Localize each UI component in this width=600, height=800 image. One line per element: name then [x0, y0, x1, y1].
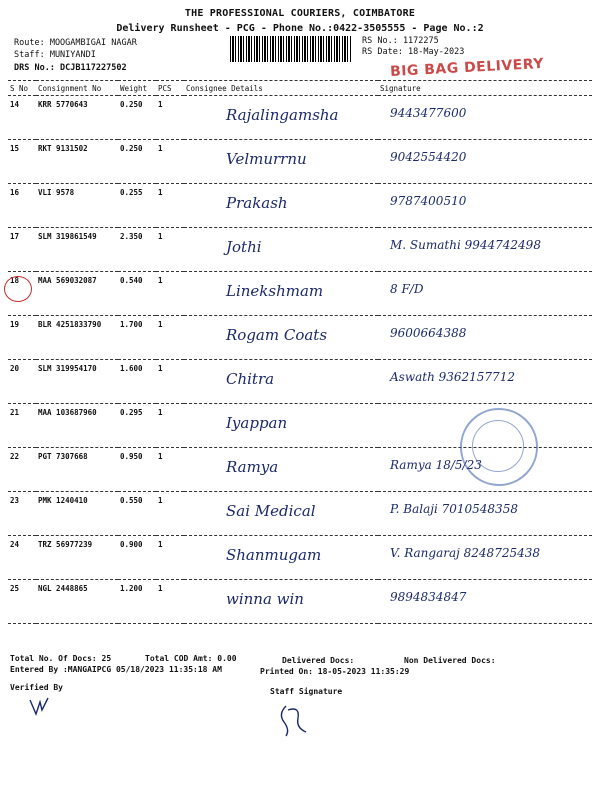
entered-by: Entered By :MANGAIPCG 05/18/2023 11:35:18 AM [10, 665, 222, 674]
pcs-cell: 1 [156, 140, 184, 184]
consignment-cell: NGL 2448865 [36, 580, 118, 624]
table-row [8, 316, 592, 360]
staff-field: Staff: MUNIYANDI [14, 50, 96, 60]
rs-number-field: RS No.: 1172275 [362, 36, 439, 46]
pcs-cell: 1 [156, 404, 184, 448]
handwritten-signature: Ramya 18/5/23 [390, 458, 482, 472]
row-18-circle-mark [4, 276, 32, 302]
table-row [8, 272, 592, 316]
staff-signature-mark [276, 700, 310, 740]
consignment-cell: SLM 319954170 [36, 360, 118, 404]
pcs-cell: 1 [156, 536, 184, 580]
consignee-cell [184, 492, 378, 536]
consignee-cell [184, 360, 378, 404]
delivered-docs: Delivered Docs: [282, 656, 355, 665]
weight-cell: 0.250 [118, 140, 156, 184]
signature-cell [378, 272, 592, 316]
handwritten-consignee: Shanmugam [226, 546, 322, 564]
handwritten-signature: 9600664388 [390, 326, 467, 340]
col-weight: Weight [118, 81, 156, 96]
barcode [230, 36, 352, 62]
consignee-cell [184, 580, 378, 624]
consignee-cell [184, 316, 378, 360]
pcs-cell: 1 [156, 360, 184, 404]
handwritten-consignee: Iyappan [226, 414, 288, 432]
sno-cell: 23 [8, 492, 36, 536]
weight-cell: 1.700 [118, 316, 156, 360]
handwritten-signature: 9787400510 [390, 194, 467, 208]
signature-cell [378, 580, 592, 624]
col-sno: S No [8, 81, 36, 96]
signature-cell [378, 316, 592, 360]
handwritten-consignee: Rogam Coats [226, 326, 328, 344]
table-row [8, 228, 592, 272]
table-row [8, 360, 592, 404]
consignment-cell: PMK 1240410 [36, 492, 118, 536]
consignment-cell: KRR 5770643 [36, 96, 118, 140]
handwritten-signature: V. Rangaraj 8248725438 [390, 546, 540, 560]
handwritten-signature: 8 F/D [390, 282, 424, 296]
pcs-cell: 1 [156, 184, 184, 228]
signature-cell [378, 140, 592, 184]
weight-cell: 0.255 [118, 184, 156, 228]
non-delivered-docs: Non Delivered Docs: [404, 656, 496, 665]
document-subtitle: Delivery Runsheet - PCG - Phone No.:0422-3505555 - Page No.:2 [116, 23, 484, 34]
weight-cell: 1.600 [118, 360, 156, 404]
handwritten-signature: 9042554420 [390, 150, 467, 164]
consignment-cell: VLI 9578 [36, 184, 118, 228]
staff-signature-label: Staff Signature [270, 687, 343, 696]
printed-on: Printed On: 18-05-2023 11:35:29 [260, 667, 410, 676]
handwritten-consignee: Rajalingamsha [226, 106, 339, 124]
rs-date-field: RS Date: 18-May-2023 [362, 47, 465, 57]
col-pcs: PCS [156, 81, 184, 96]
document-title: THE PROFESSIONAL COURIERS, COIMBATORE [184, 8, 416, 19]
sno-cell: 14 [8, 96, 36, 140]
handwritten-signature: P. Balaji 7010548358 [390, 502, 518, 516]
total-cod: Total COD Amt: 0.00 [145, 654, 237, 663]
consignment-cell: SLM 319861549 [36, 228, 118, 272]
handwritten-consignee: Linekshmam [226, 282, 324, 300]
handwritten-signature: Aswath 9362157712 [390, 370, 515, 384]
pcs-cell: 1 [156, 492, 184, 536]
pcs-cell: 1 [156, 272, 184, 316]
pcs-cell: 1 [156, 96, 184, 140]
pcs-cell: 1 [156, 228, 184, 272]
col-signature: Signature [378, 81, 592, 96]
sno-cell: 15 [8, 140, 36, 184]
route-field: Route: MOOGAMBIGAI NAGAR [14, 38, 137, 48]
consignment-cell: TRZ 56977239 [36, 536, 118, 580]
weight-cell: 0.250 [118, 96, 156, 140]
signature-cell [378, 360, 592, 404]
sno-cell: 19 [8, 316, 36, 360]
consignee-cell [184, 96, 378, 140]
table-row [8, 96, 592, 140]
handwritten-consignee: Prakash [226, 194, 288, 212]
handwritten-consignee: winna win [226, 590, 304, 608]
handwritten-signature: 9443477600 [390, 106, 467, 120]
table-row [8, 492, 592, 536]
consignee-cell [184, 272, 378, 316]
consignment-cell: MAA 569032087 [36, 272, 118, 316]
drs-field: DRS No.: DCJB117227502 [14, 63, 127, 73]
consignment-cell: BLR 4251833790 [36, 316, 118, 360]
total-docs: Total No. Of Docs: 25 [10, 654, 112, 663]
big-bag-delivery-stamp: BIG BAG DELIVERY [389, 55, 545, 81]
sno-cell: 25 [8, 580, 36, 624]
consignment-cell: PGT 7307668 [36, 448, 118, 492]
weight-cell: 1.200 [118, 580, 156, 624]
consignee-cell [184, 140, 378, 184]
pcs-cell: 1 [156, 448, 184, 492]
consignee-cell [184, 228, 378, 272]
signature-cell [378, 536, 592, 580]
signature-cell [378, 492, 592, 536]
weight-cell: 0.950 [118, 448, 156, 492]
consignee-cell [184, 448, 378, 492]
consignee-cell [184, 536, 378, 580]
company-seal-stamp [460, 408, 538, 486]
handwritten-signature: M. Sumathi 9944742498 [390, 238, 541, 252]
pcs-cell: 1 [156, 580, 184, 624]
table-row [8, 580, 592, 624]
verifier-signature [28, 696, 52, 718]
handwritten-consignee: Jothi [226, 238, 262, 256]
sno-cell: 18 [8, 272, 36, 316]
consignee-cell [184, 404, 378, 448]
col-consignee: Consignee Details [184, 81, 378, 96]
handwritten-signature: 9894834847 [390, 590, 467, 604]
weight-cell: 0.900 [118, 536, 156, 580]
weight-cell: 0.550 [118, 492, 156, 536]
consignee-cell [184, 184, 378, 228]
runsheet-table [8, 80, 592, 624]
weight-cell: 0.295 [118, 404, 156, 448]
sno-cell: 17 [8, 228, 36, 272]
verified-by-label: Verified By [10, 683, 63, 692]
pcs-cell: 1 [156, 316, 184, 360]
handwritten-consignee: Chitra [226, 370, 275, 388]
weight-cell: 2.350 [118, 228, 156, 272]
sno-cell: 22 [8, 448, 36, 492]
handwritten-consignee: Sai Medical [226, 502, 316, 520]
col-consignment: Consignment No [36, 81, 118, 96]
sno-cell: 21 [8, 404, 36, 448]
handwritten-consignee: Ramya [226, 458, 279, 476]
signature-cell [378, 96, 592, 140]
table-row [8, 536, 592, 580]
sno-cell: 20 [8, 360, 36, 404]
consignment-cell: MAA 103687960 [36, 404, 118, 448]
weight-cell: 0.540 [118, 272, 156, 316]
table-header-row [8, 81, 592, 96]
signature-cell [378, 228, 592, 272]
signature-cell [378, 184, 592, 228]
table-row [8, 140, 592, 184]
table-row [8, 184, 592, 228]
handwritten-consignee: Velmurrnu [226, 150, 307, 168]
sno-cell: 16 [8, 184, 36, 228]
sno-cell: 24 [8, 536, 36, 580]
consignment-cell: RKT 9131502 [36, 140, 118, 184]
